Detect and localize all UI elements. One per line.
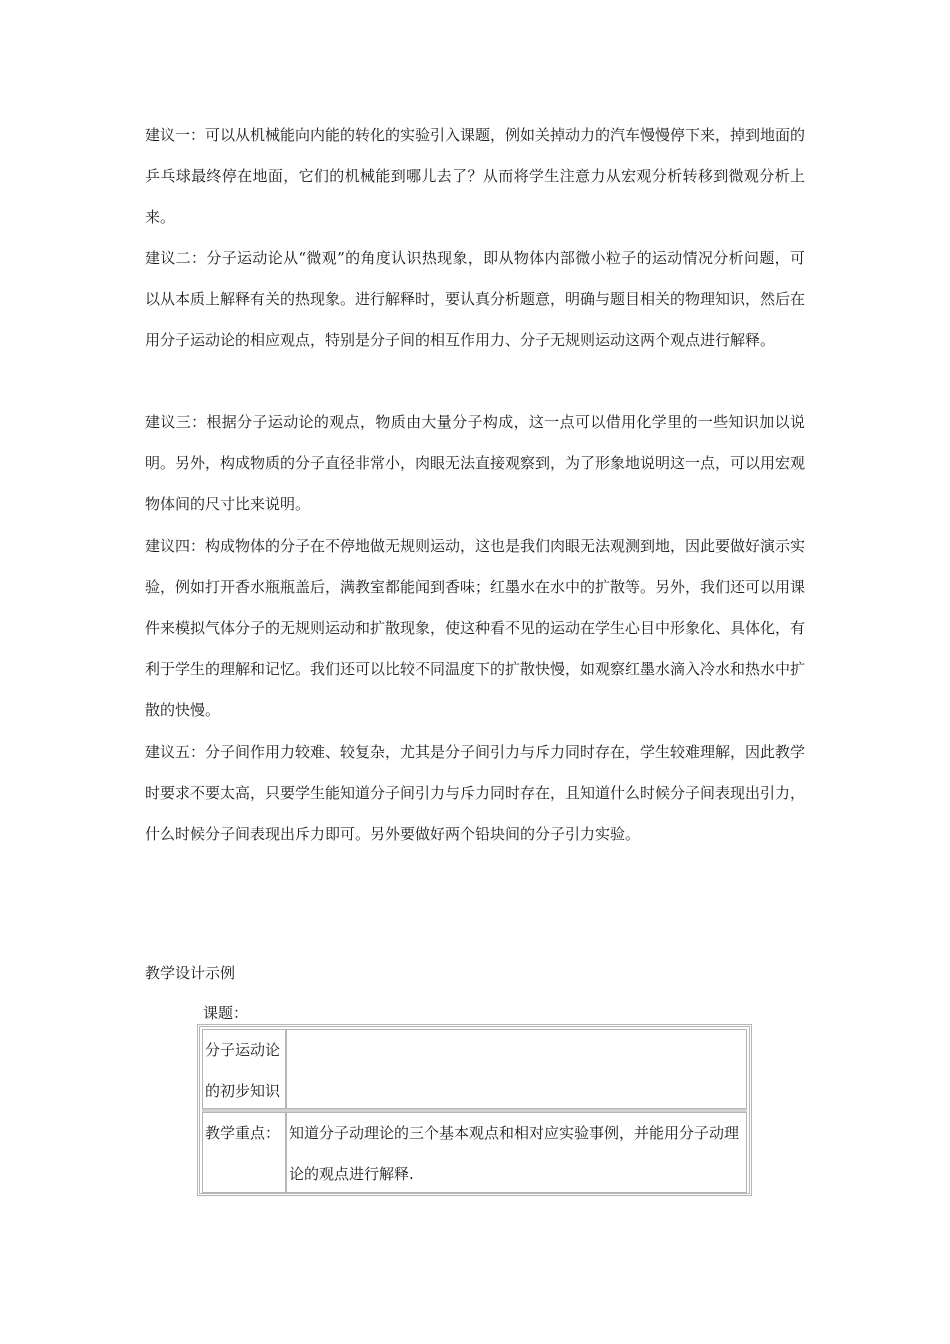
suggestion-5: 建议五：分子间作用力较难、较复杂，尤其是分子间引力与斥力同时存在，学生较难理解，因此教学时要求不要太高，只要学生能知道分子间引力与斥力同时存在，且知道什么时候分子间表现出引力，什么时候分子间表现出斥力即可。另外要做好两个铅块间的分子引力实验。 bbox=[145, 743, 806, 843]
lesson-table bbox=[197, 1024, 752, 1196]
suggestion-2: 建议二：分子运动论从“微观”的角度认识热现象，即从物体内部微小粒子的运动情况分析问题，可以从本质上解释有关的热现象。进行解释时，要认真分析题意，明确与题目相关的物理知识，然后在用分子运动论的相应观点，特别是分子间的相互作用力、分子无规则运动这两个观点进行解释。 bbox=[145, 249, 806, 349]
lesson-label: 课题： bbox=[203, 1004, 249, 1022]
table-cell-key-points-label: 教学重点： bbox=[202, 1112, 286, 1193]
table-cell-topic-value bbox=[286, 1029, 747, 1109]
table-cell-topic: 分子运动论的初步知识 bbox=[202, 1029, 286, 1109]
suggestion-1: 建议一：可以从机械能向内能的转化的实验引入课题，例如关掉动力的汽车慢慢停下来，掉到地面的乒乓球最终停在地面，它们的机械能到哪儿去了？从而将学生注意力从宏观分析转移到微观分析上来。 bbox=[145, 126, 806, 226]
suggestion-3: 建议三：根据分子运动论的观点，物质由大量分子构成，这一点可以借用化学里的一些知识加以说明。另外，构成物质的分子直径非常小，肉眼无法直接观察到，为了形象地说明这一点，可以用宏观物体间的尺寸比来说明。 bbox=[145, 413, 806, 513]
design-example-heading: 教学设计示例 bbox=[145, 964, 236, 982]
table-cell-key-points: 知道分子动理论的三个基本观点和相对应实验事例，并能用分子动理论的观点进行解释. bbox=[286, 1112, 747, 1193]
suggestion-4: 建议四：构成物体的分子在不停地做无规则运动，这也是我们肉眼无法观测到地，因此要做好演示实验，例如打开香水瓶瓶盖后，满教室都能闻到香味；红墨水在水中的扩散等。另外，我们还可以用课件来模拟气体分子的无规则运动和扩散现象，使这种看不见的运动在学生心目中形象化、具体化，有利于学生的理解和记忆。我们还可以比较不同温度下的扩散快慢，如观察红墨水滴入冷水和热水中扩散的快慢。 bbox=[145, 537, 806, 719]
